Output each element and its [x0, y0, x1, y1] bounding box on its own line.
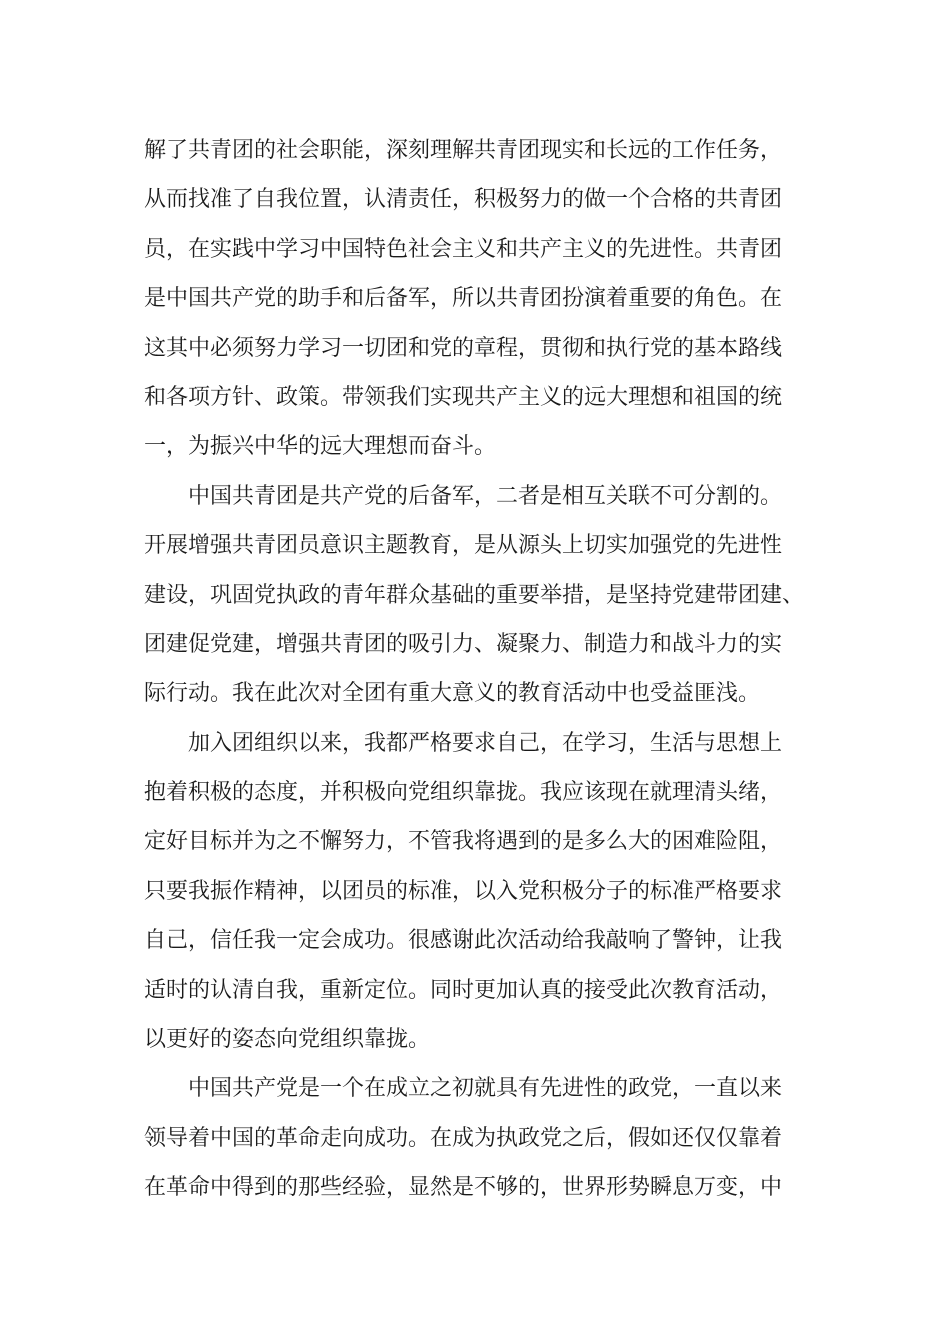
text-line: 以更好的姿态向党组织靠拢。 [144, 1027, 431, 1053]
text-line: 建设，巩固党执政的青年群众基础的重要举措，是坚持党建带团建、 [144, 582, 805, 608]
paragraph [144, 126, 809, 472]
paragraph [144, 1064, 809, 1212]
text-line: 领导着中国的革命走向成功。在成为执政党之后，假如还仅仅靠着 [144, 1125, 783, 1151]
text-line: 从而找准了自我位置，认清责任，积极努力的做一个合格的共青团 [144, 187, 783, 213]
text-line: 加入团组织以来，我都严格要求自己，在学习，生活与思想上 [188, 730, 783, 756]
text-line: 这其中必须努力学习一切团和党的章程，贯彻和执行党的基本路线 [144, 335, 783, 361]
text-line: 定好目标并为之不懈努力，不管我将遇到的是多么大的困难险阻， [144, 829, 783, 855]
text-line: 只要我振作精神，以团员的标准，以入党积极分子的标准严格要求 [144, 878, 783, 904]
text-line: 自己，信任我一定会成功。很感谢此次活动给我敲响了警钟，让我 [144, 928, 783, 954]
text-line: 际行动。我在此次对全团有重大意义的教育活动中也受益匪浅。 [144, 681, 761, 707]
paragraph [144, 472, 809, 719]
text-line: 开展增强共青团员意识主题教育，是从源头上切实加强党的先进性 [144, 533, 783, 559]
text-line: 员，在实践中学习中国特色社会主义和共产主义的先进性。共青团 [144, 236, 783, 262]
text-line: 适时的认清自我，重新定位。同时更加认真的接受此次教育活动， [144, 977, 783, 1003]
text-line: 一，为振兴中华的远大理想而奋斗。 [144, 434, 497, 460]
text-line: 和各项方针、政策。带领我们实现共产主义的远大理想和祖国的统 [144, 384, 783, 410]
paragraph [144, 719, 809, 1065]
text-line: 团建促党建，增强共青团的吸引力、凝聚力、制造力和战斗力的实 [144, 631, 783, 657]
text-line: 中国共产党是一个在成立之初就具有先进性的政党，一直以来 [188, 1076, 783, 1102]
text-line: 在革命中得到的那些经验，显然是不够的，世界形势瞬息万变，中 [144, 1175, 783, 1201]
text-line: 中国共青团是共产党的后备军，二者是相互关联不可分割的。 [188, 483, 783, 509]
text-line: 是中国共产党的助手和后备军，所以共青团扮演着重要的角色。在 [144, 286, 783, 312]
text-line: 解了共青团的社会职能，深刻理解共青团现实和长远的工作任务， [144, 138, 783, 163]
text-line: 抱着积极的态度，并积极向党组织靠拢。我应该现在就理清头绪， [144, 780, 783, 806]
document-body [144, 126, 809, 1213]
